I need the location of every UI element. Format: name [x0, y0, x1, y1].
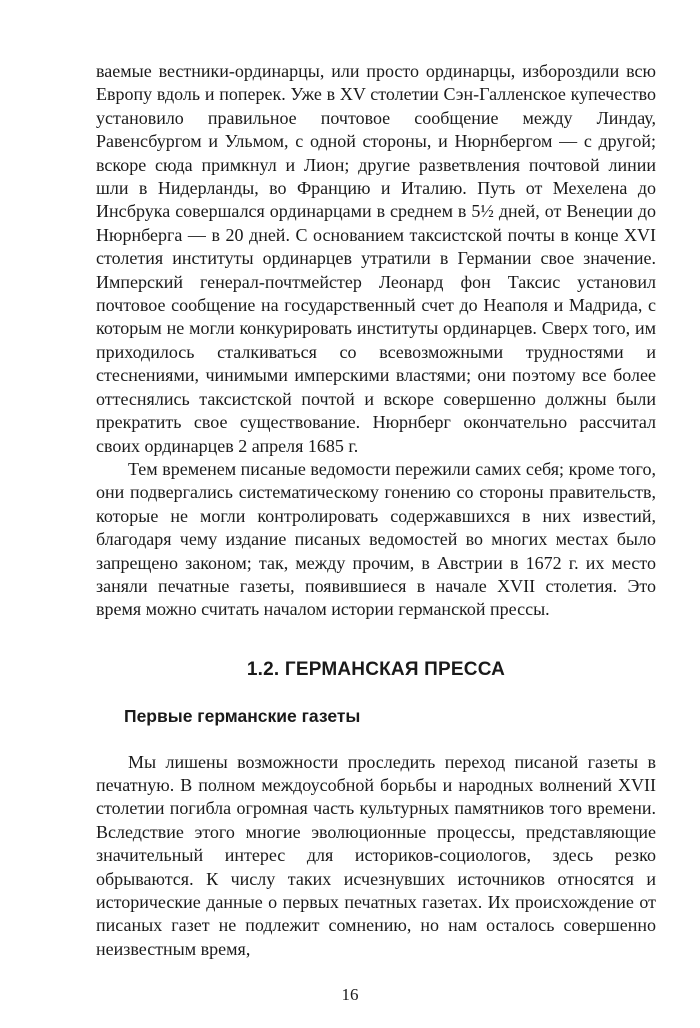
- subsection-heading: Первые германские газеты: [124, 706, 361, 727]
- section-heading: 1.2. ГЕРМАНСКАЯ ПРЕССА: [246, 658, 506, 680]
- page-body: [96, 60, 656, 961]
- paragraph-first-newspapers: Мы лишены возможности проследить переход писаной газеты в печатную. В полном междоусобной борьбы и народных волнений XVII столетии погибла огромная часть культурных памятников того времени. Вследствие этого многие эволюционные процессы, представляющие значительный интерес для историков-социологов, здесь резко обрываются. К числу таких исчезнувших источников относятся и исторические данные о первых печатных газетах. Их происхождение от писаных газет не подлежит сомнению, но нам осталось совершенно неизвестным время,: [96, 751, 656, 959]
- page-number: 16: [341, 985, 359, 1004]
- paragraph-handwritten-news: Тем временем писаные ведомости пережили самих себя; кроме того, они подвергались систематическому гонению со стороны правительств, которые не могли контролировать содержавшихся в них известий, благодаря чему издание писаных ведомостей во многих местах было запрещено законом; так, между прочим, в Австрии в 1672 г. их место заняли печатные газеты, появившиеся в начале XVII столетия. Это время можно считать началом истории германской прессы.: [96, 458, 656, 620]
- paragraph-ordinarcy: ваемые вестники-ординарцы, или просто ординарцы, избороздили всю Европу вдоль и поперек. Уже в XV столетии Сэн-Галленское купечество установило правильное почтовое сообщение между Линдау, Равенсбургом и Ульмом, с одной стороны, и Нюрнбергом — с другой; вскоре сюда примкнул и Лион; другие разветвления почтовой линии шли в Нидерланды, во Францию и Италию. Путь от Мехелена до Инсбрука совершался ординарцами в среднем в 5½ дней, от Венеции до Нюрнберга — в 20 дней. С основанием таксистской почты в конце XVI столетия институты ординарцев утратили в Германии свое значение. Имперский генерал-почтмейстер Леонард фон Таксис установил почтовое сообщение на государственный счет до Неаполя и Мадрида, с которым не могли конкурировать институты ординарцев. Сверх того, им приходилось сталкиваться со всевозможными трудностями и стеснениями, чинимыми имперскими властями; они поэтому все более оттеснялись таксистской почтой и вскоре совершенно должны были прекратить свое существование. Нюрнберг окончательно рассчитал своих ординарцев 2 апреля 1685 г.: [96, 61, 656, 456]
